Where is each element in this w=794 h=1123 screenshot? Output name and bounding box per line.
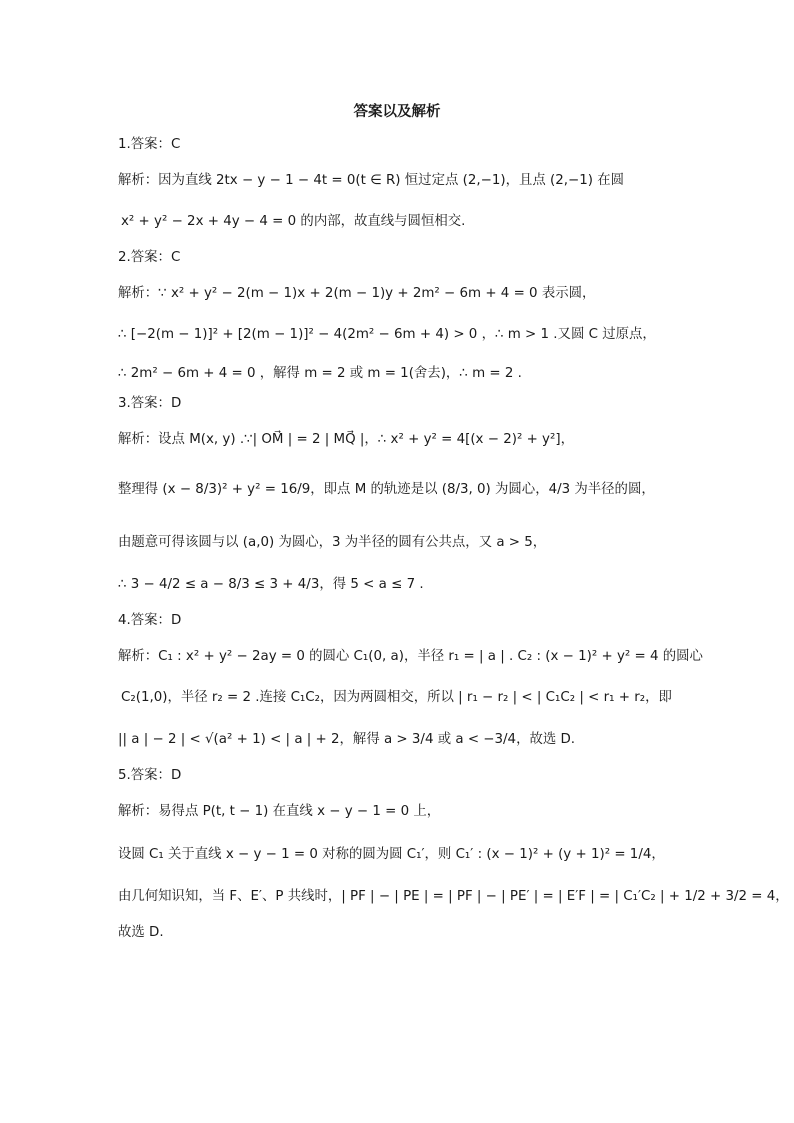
analysis-2-line-2: ∴ [−2(m − 1)]² + [2(m − 1)]² − 4(2m² − 6m + 4) > 0 ，∴ m > 1 .又圆 C 过原点， [118, 327, 656, 342]
analysis-2-line-3: ∴ 2m² − 6m + 4 = 0 ，解得 m = 2 或 m = 1(舍去)，∴ m = 2 . [118, 366, 522, 381]
page-title: 答案以及解析 [353, 104, 441, 120]
analysis-3-line-4: ∴ 3 − 4/2 ≤ a − 8/3 ≤ 3 + 4/3，得 5 < a ≤ 7 . [118, 577, 424, 592]
analysis-3-line-1: 解析：设点 M(x, y) .∵| OM⃗ | = 2 | MQ⃗ |，∴ x² + y² = 4[(x − 2)² + y²]， [118, 432, 574, 447]
analysis-4-line-2: C₂(1,0)，半径 r₂ = 2 .连接 C₁C₂，因为两圆相交，所以 | r₁ − r₂ | < | C₁C₂ | < r₁ + r₂，即 [121, 690, 672, 705]
analysis-5-line-4: 故选 D. [118, 925, 164, 940]
analysis-5-line-2: 设圆 C₁ 关于直线 x − y − 1 = 0 对称的圆为圆 C₁′，则 C₁′ : (x − 1)² + (y + 1)² = 1/4， [118, 847, 665, 862]
analysis-4-line-3: || a | − 2 | < √(a² + 1) < | a | + 2，解得 a > 3/4 或 a < −3/4，故选 D. [118, 732, 576, 747]
analysis-1-line-1: 解析：因为直线 2tx − y − 1 − 4t = 0(t ∈ R) 恒过定点 (2,−1)，且点 (2,−1) 在圆 [118, 173, 624, 188]
analysis-1-line-2: x² + y² − 2x + 4y − 4 = 0 的内部，故直线与圆恒相交. [121, 214, 466, 229]
answer-2: 2.答案：C [118, 250, 181, 265]
analysis-3-line-3: 由题意可得该圆与以 (a,0) 为圆心，3 为半径的圆有公共点，又 a > 5， [118, 535, 547, 550]
analysis-3-line-2: 整理得 (x − 8/3)² + y² = 16/9，即点 M 的轨迹是以 (8/3, 0) 为圆心，4/3 为半径的圆， [118, 482, 655, 497]
answer-3: 3.答案：D [118, 396, 182, 411]
analysis-4-line-1: 解析：C₁ : x² + y² − 2ay = 0 的圆心 C₁(0, a)，半径 r₁ = | a | . C₂ : (x − 1)² + y² = 4 的圆心 [118, 649, 703, 664]
answer-1: 1.答案：C [118, 137, 181, 152]
analysis-5-line-1: 解析：易得点 P(t, t − 1) 在直线 x − y − 1 = 0 上， [118, 804, 441, 819]
analysis-5-line-3: 由几何知识知，当 F、E′、P 共线时，| PF | − | PE | = | PF | − | PE′ | = | E′F | = | C₁′C₂ | + 1/2 + 3/2 = 4， [118, 889, 789, 904]
answer-4: 4.答案：D [118, 613, 182, 628]
analysis-2-line-1: 解析：∵ x² + y² − 2(m − 1)x + 2(m − 1)y + 2m² − 6m + 4 = 0 表示圆， [118, 286, 596, 301]
answer-5: 5.答案：D [118, 768, 182, 783]
